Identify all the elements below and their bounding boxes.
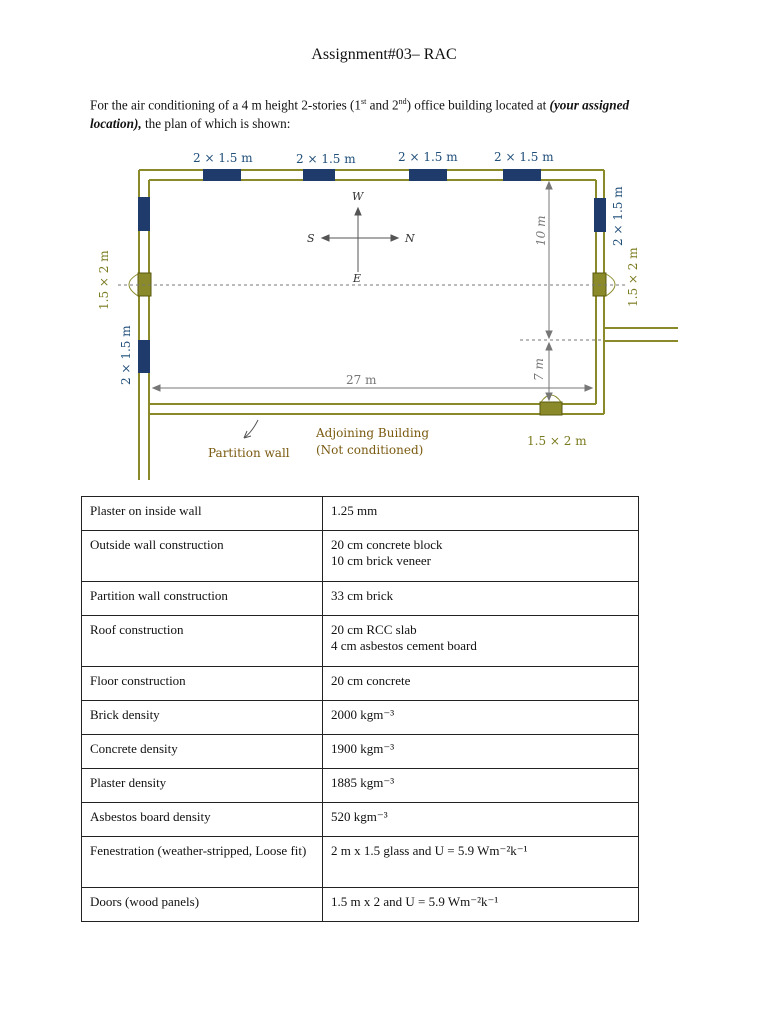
dimension-lines (153, 182, 592, 400)
intro-text-3: ) office building located at (406, 97, 550, 113)
window-top-label-1: 2 × 1.5 m (193, 151, 253, 165)
intro-emphasis: (your assigned location), (90, 97, 630, 132)
window-top-label-4: 2 × 1.5 m (494, 150, 554, 164)
right-door-label: 1.5 × 2 m (626, 247, 640, 307)
page-title: Assignment#03– RAC (311, 46, 457, 63)
window-right-1 (594, 198, 606, 232)
partition-arrow (244, 420, 258, 438)
intro-sup-2: nd (398, 97, 407, 106)
window-left-2 (138, 340, 150, 373)
row-key: Outside wall construction (82, 531, 323, 582)
spec-table (81, 496, 639, 922)
row-value: 1885 kgm⁻³ (323, 769, 639, 803)
compass-n: N (405, 232, 415, 245)
row-value: 1.5 m x 2 and U = 5.9 Wm⁻²k⁻¹ (323, 888, 639, 922)
row-value: 2 m x 1.5 glass and U = 5.9 Wm⁻²k⁻¹ (323, 837, 639, 888)
row-key: Fenestration (weather-stripped, Loose fit) (82, 837, 323, 888)
adjoining-line-2: (Not conditioned) (316, 443, 424, 457)
row-key: Plaster density (82, 769, 323, 803)
partition-wall-label: Partition wall (208, 446, 290, 460)
dim-height-label: 10 m (534, 215, 548, 246)
row-value: 1.25 mm (323, 497, 639, 531)
window-top-2 (303, 169, 335, 181)
row-key: Doors (wood panels) (82, 888, 323, 922)
table-row (82, 735, 639, 769)
table-row (82, 497, 639, 531)
row-value: 520 kgm⁻³ (323, 803, 639, 837)
intro-paragraph (90, 92, 680, 133)
table-row (82, 667, 639, 701)
bottom-door-label: 1.5 × 2 m (527, 434, 587, 448)
adjoining-line-1: Adjoining Building (316, 426, 430, 440)
row-value: 1900 kgm⁻³ (323, 735, 639, 769)
row-key: Partition wall construction (82, 582, 323, 616)
compass-e: E (353, 272, 362, 285)
row-key: Concrete density (82, 735, 323, 769)
intro-text-1: For the air conditioning of a 4 m height 2-stories (1 (90, 97, 362, 113)
doors (138, 273, 606, 415)
door-bottom (540, 402, 562, 415)
table-row (82, 582, 639, 616)
table-row (82, 769, 639, 803)
table-row (82, 888, 639, 922)
row-value: 2000 kgm⁻³ (323, 701, 639, 735)
row-key: Roof construction (82, 616, 323, 667)
row-value: 20 cm concrete (323, 667, 639, 701)
row-key: Brick density (82, 701, 323, 735)
window-top-label-3: 2 × 1.5 m (398, 150, 458, 164)
row-key: Asbestos board density (82, 803, 323, 837)
table-row (82, 531, 639, 582)
right-window-label: 2 × 1.5 m (611, 186, 625, 246)
compass-w: W (352, 190, 364, 203)
intro-text-4: the plan of which is shown: (141, 116, 291, 132)
compass (322, 208, 398, 272)
intro-sup-1: st (361, 97, 367, 106)
row-value: 20 cm RCC slab 4 cm asbestos cement board (323, 616, 639, 667)
table-row (82, 616, 639, 667)
compass-s: S (307, 232, 315, 245)
left-window-label: 2 × 1.5 m (119, 325, 133, 385)
table-row (82, 837, 639, 888)
row-value: 20 cm concrete block 10 cm brick veneer (323, 531, 639, 582)
window-top-label-2: 2 × 1.5 m (296, 152, 356, 166)
dim-height2-label: 7 m (532, 358, 546, 381)
dim-length-label: 27 m (346, 373, 377, 387)
row-key: Floor construction (82, 667, 323, 701)
window-top-3 (409, 169, 447, 181)
table-row (82, 803, 639, 837)
row-value: 33 cm brick (323, 582, 639, 616)
top-windows (138, 169, 606, 373)
window-left-1 (138, 197, 150, 231)
floor-plan (0, 140, 768, 490)
left-door-label: 1.5 × 2 m (97, 250, 111, 310)
window-top-4 (503, 169, 541, 181)
intro-text-2: and 2 (366, 97, 399, 113)
table-row (82, 701, 639, 735)
row-key: Plaster on inside wall (82, 497, 323, 531)
window-top-1 (203, 169, 241, 181)
